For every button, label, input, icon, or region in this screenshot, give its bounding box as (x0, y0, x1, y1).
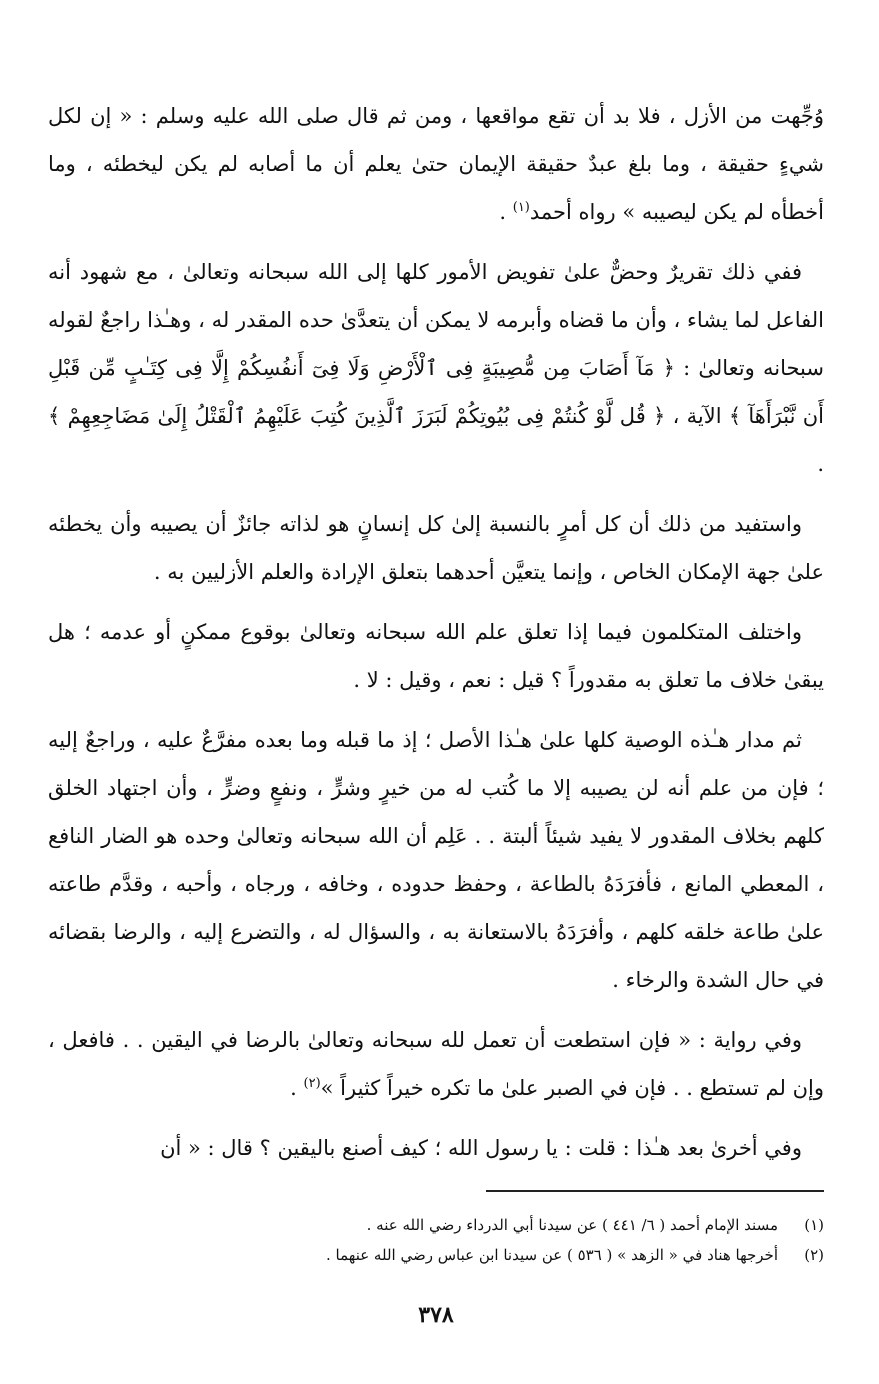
footnote-1-number: (١) (804, 1216, 824, 1234)
paragraph-6-tail: . (290, 1076, 304, 1100)
paragraph-5 (48, 716, 824, 1004)
paragraph-3-text: واستفيد من ذلك أن كل أمرٍ بالنسبة إلىٰ كل إنسانٍ هو لذاته جائزٌ أن يصيبه وأن يخطئه علىٰ جهة الإمكان الخاص ، وإنما يتعيَّن أحدهما بتعلق الإرادة والعلم الأزليين به . (48, 512, 824, 584)
paragraph-2 (48, 248, 824, 488)
paragraph-7-text: وفي أخرىٰ بعد هـٰذا : قلت : يا رسول الله ؛ كيف أصنع باليقين ؟ قال : « أن (160, 1136, 802, 1160)
page-number: ٣٧٨ (418, 1302, 454, 1328)
footnote-divider (486, 1190, 824, 1192)
paragraph-1 (48, 92, 824, 236)
footnote-2-text: أخرجها هناد في « الزهد » ( ٥٣٦ ) عن سيدنا ابن عباس رضي الله عنهما . (326, 1246, 778, 1264)
paragraph-4-text: واختلف المتكلمون فيما إذا تعلق علم الله سبحانه وتعالىٰ بوقوع ممكنٍ أو عدمه ؛ هل يبقىٰ خلاف ما تعلق به مقدوراً ؟ قيل : نعم ، وقيل : لا . (48, 620, 824, 692)
footnote-1 (48, 1210, 824, 1240)
footnote-ref-2[interactable]: (٢) (303, 1076, 321, 1091)
book-page (48, 92, 824, 1342)
footnote-2 (48, 1240, 824, 1270)
footnote-1-text: مسند الإمام أحمد ( ٦/ ٤٤١ ) عن سيدنا أبي الدرداء رضي الله عنه . (366, 1216, 778, 1234)
paragraph-2-text: ففي ذلك تقريرٌ وحضٌّ علىٰ تفويض الأمور كلها إلى الله سبحانه وتعالىٰ ، مع شهود أنه الفاعل لما يشاء ، وأن ما قضاه وأبرمه لا يمكن أن يتعدَّىٰ حده المقدر له ، وهـٰذا راجعٌ لقوله سبحانه وتعالىٰ : ﴿ مَآ أَصَابَ مِن مُّصِيبَةٍ فِى ٱلْأَرْضِ وَلَا فِىٓ أَنفُسِكُمْ إِلَّا فِى كِتَـٰبٍ مِّن قَبْلِ أَن نَّبْرَأَهَآ ﴾ الآية ، ﴿ قُل لَّوْ كُنتُمْ فِى بُيُوتِكُمْ لَبَرَزَ ٱلَّذِينَ كُتِبَ عَلَيْهِمُ ٱلْقَتْلُ إِلَىٰ مَضَاجِعِهِمْ ﴾ . (48, 260, 824, 476)
paragraph-1-text: وُجِّهت من الأزل ، فلا بد أن تقع مواقعها ، ومن ثم قال صلى الله عليه وسلم : « إن لكل شيءٍ حقيقة ، وما بلغ عبدٌ حقيقة الإيمان حتىٰ يعلم أن ما أصابه لم يكن ليخطئه ، وما أخطأه لم يكن ليصيبه » رواه أحمد (48, 104, 824, 224)
paragraph-3 (48, 500, 824, 596)
paragraph-4 (48, 608, 824, 704)
paragraph-6 (48, 1016, 824, 1112)
footnote-ref-1[interactable]: (١) (512, 200, 530, 215)
footnotes (48, 1210, 824, 1270)
paragraph-5-text: ثم مدار هـٰذه الوصية كلها علىٰ هـٰذا الأصل ؛ إذ ما قبله وما بعده مفرَّعٌ عليه ، وراجعٌ إليه ؛ فإن من علم أنه لن يصيبه إلا ما كُتب له من خيرٍ وشرٍّ ، ونفعٍ وضرٍّ ، وأن اجتهاد الخلق كلهم بخلاف المقدور لا يفيد شيئاً ألبتة . . عَلِم أن الله سبحانه وتعالىٰ وحده هو الضار النافع ، المعطي المانع ، فأفرَدَهُ بالطاعة ، وحفظ حدوده ، وخافه ، ورجاه ، وأحبه ، وقدَّم طاعته علىٰ طاعة خلقه كلهم ، وأفرَدَهُ بالاستعانة به ، والسؤال له ، والتضرع إليه ، والرضا بقضائه في حال الشدة والرخاء . (48, 728, 824, 992)
paragraph-1-tail: . (499, 200, 513, 224)
paragraph-7 (48, 1124, 824, 1172)
footnote-2-number: (٢) (804, 1246, 824, 1264)
paragraph-6-text: وفي رواية : « فإن استطعت أن تعمل لله سبحانه وتعالىٰ بالرضا في اليقين . . فافعل ، وإن لم تستطع . . فإن في الصبر علىٰ ما تكره خيراً كثيراً » (48, 1028, 824, 1100)
